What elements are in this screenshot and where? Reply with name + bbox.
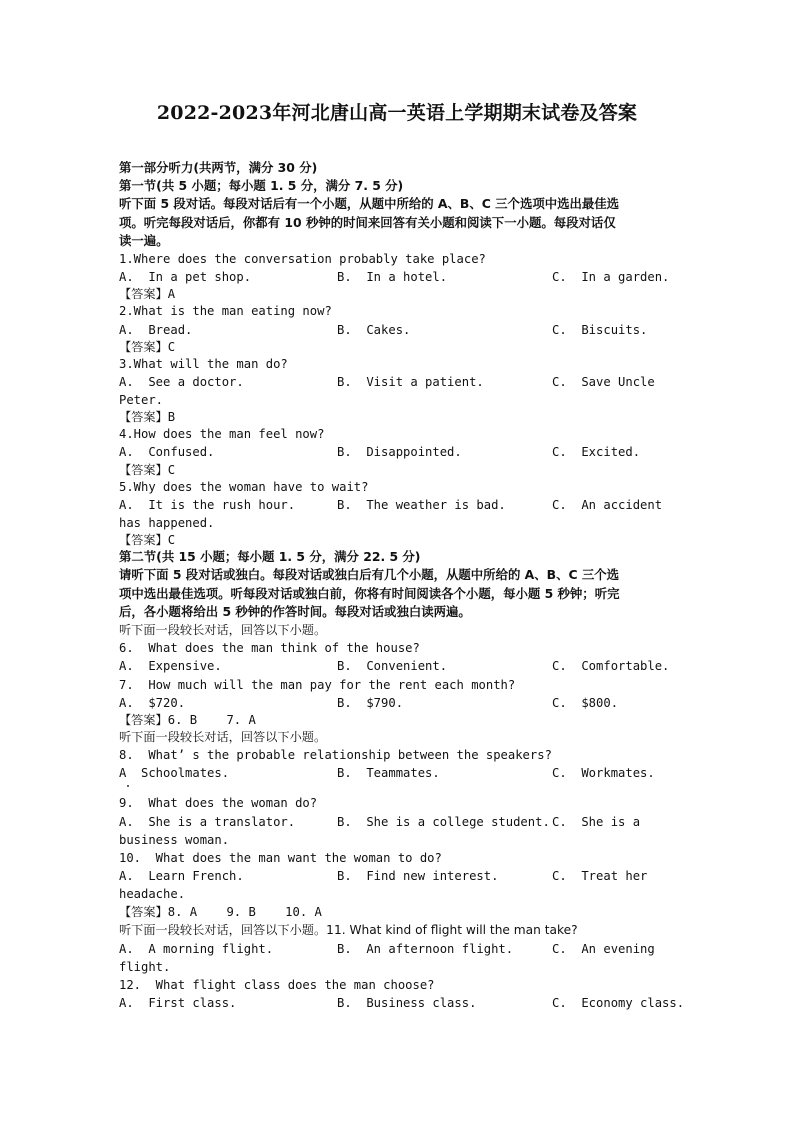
question-options (119, 321, 679, 339)
option-b: B. Convenient. (337, 659, 448, 674)
option-b: B. Teammates. (337, 766, 440, 781)
option-a: A. Learn French. (119, 869, 244, 884)
option-b: B. Visit a patient. (337, 374, 484, 389)
answer-line: 【答案】C (119, 533, 176, 548)
option-a: A. Expensive. (119, 659, 222, 674)
question-stem: 2.What is the man eating now? (119, 304, 332, 319)
answer-line: 【答案】B (119, 410, 176, 425)
option-continuation: has happened. (119, 516, 215, 530)
stray-dot (127, 785, 129, 787)
option-b: B. $790. (337, 695, 404, 710)
question-options (119, 867, 679, 885)
option-c: C. Comfortable. (552, 659, 670, 674)
option-c: C. Economy class. (552, 996, 685, 1011)
option-c: C. Excited. (552, 445, 641, 460)
option-continuation: flight. (119, 959, 171, 974)
question-stem: 5.Why does the woman have to wait? (119, 479, 369, 494)
option-b: B. The weather is bad. (337, 497, 506, 512)
option-a: A. In a pet shop. (119, 270, 252, 285)
answer-line: 【答案】A (119, 287, 176, 302)
question-options (119, 940, 679, 958)
section1-instructions: 听下面 5 段对话。每段对话后有一个小题，从题中所给的 A、B、C 三个选项中选出最佳选 (119, 196, 620, 212)
page-title: 2022-2023年河北唐山高一英语上学期期末试卷及答案 (156, 102, 638, 124)
exam-content (119, 159, 685, 1012)
question-stem: 7. How much will the man pay for the rent each month? (119, 677, 516, 692)
listen-prompt-with-q11: 听下面一段较长对话，回答以下小题。11. What kind of flight will the man take? (119, 922, 578, 937)
option-b: B. Disappointed. (337, 445, 462, 460)
section2-instructions: 项中选出最佳选项。听每段对话或独白前，你将有时间阅读各个小题，每小题 5 秒钟；听完 (119, 585, 620, 601)
section2-heading: 第二节(共 15 小题；每小题 1. 5 分，满分 22. 5 分) (119, 549, 421, 565)
option-c: C. Workmates. (552, 766, 655, 781)
question-stem: 6. What does the man think of the house? (119, 641, 420, 656)
option-a: A. Bread. (119, 322, 193, 337)
question-stem: 12. What flight class does the man choose? (119, 977, 435, 992)
option-c: C. Treat her (552, 869, 648, 884)
option-b: B. Find new interest. (337, 869, 499, 884)
option-c: C. In a garden. (552, 270, 670, 285)
option-continuation: business woman. (119, 832, 230, 847)
stray-mark-row (119, 782, 679, 794)
option-a: A Schoolmates. (119, 766, 230, 781)
section1-instructions: 项。听完每段对话后，你都有 10 秒钟的时间来回答有关小题和阅读下一小题。每段对话仅 (119, 214, 616, 230)
question-options (119, 268, 679, 286)
option-a: A. It is the rush hour. (119, 497, 296, 512)
listen-prompt: 听下面一段较长对话，回答以下小题。 (119, 622, 327, 637)
listen-prompt: 听下面一段较长对话，回答以下小题。 (119, 729, 327, 744)
question-stem: 1.Where does the conversation probably take place? (119, 251, 486, 266)
question-options (119, 694, 679, 712)
option-b: B. She is a college student. (337, 814, 550, 829)
question-options (119, 813, 679, 831)
option-c: C. She is a (552, 814, 641, 829)
option-c: C. $800. (552, 695, 619, 710)
question-options (119, 496, 679, 514)
question-stem: 8. What’ s the probable relationship between the speakers? (119, 748, 552, 763)
option-b: B. An afternoon flight. (337, 941, 514, 956)
answer-line: 【答案】C (119, 339, 176, 354)
option-c: C. An accident (552, 497, 663, 512)
answer-line: 【答案】C (119, 462, 176, 477)
option-c: C. Save Uncle (552, 374, 655, 389)
option-b: B. Cakes. (337, 322, 411, 337)
section2-instructions: 请听下面 5 段对话或独白。每段对话或独白后有几个小题，从题中所给的 A、B、C 三个选 (119, 567, 620, 583)
question-options (119, 443, 679, 461)
question-options (119, 373, 679, 391)
option-b: B. Business class. (337, 996, 477, 1011)
question-stem: 9. What does the woman do? (119, 796, 318, 811)
question-stem: 10. What does the man want the woman to do? (119, 851, 442, 865)
section1-heading: 第一节(共 5 小题；每小题 1. 5 分，满分 7. 5 分) (119, 178, 404, 194)
option-a: A. She is a translator. (119, 814, 296, 829)
option-b: B. In a hotel. (337, 270, 448, 285)
option-a: A. Confused. (119, 445, 215, 460)
section2-instructions: 后，各小题将给出 5 秒钟的作答时间。每段对话或独白读两遍。 (119, 603, 471, 619)
answer-line: 【答案】8. A 9. B 10. A (119, 904, 322, 919)
question-options (119, 994, 685, 1012)
answer-line: 【答案】6. B 7. A (119, 712, 256, 727)
part1-heading: 第一部分听力(共两节，满分 30 分) (119, 160, 318, 175)
option-a: A. A morning flight. (119, 941, 274, 956)
option-a: A. First class. (119, 996, 237, 1011)
section1-instructions: 读一遍。 (119, 232, 169, 248)
question-stem: 4.How does the man feel now? (119, 427, 325, 442)
option-continuation: Peter. (119, 393, 164, 408)
question-options (119, 657, 679, 675)
option-c: C. Biscuits. (552, 322, 648, 337)
question-options (119, 764, 679, 782)
option-continuation: headache. (119, 887, 186, 902)
option-a: A. $720. (119, 695, 186, 710)
option-c: C. An evening (552, 941, 655, 956)
question-stem: 3.What will the man do? (119, 356, 288, 371)
option-a: A. See a doctor. (119, 374, 244, 389)
